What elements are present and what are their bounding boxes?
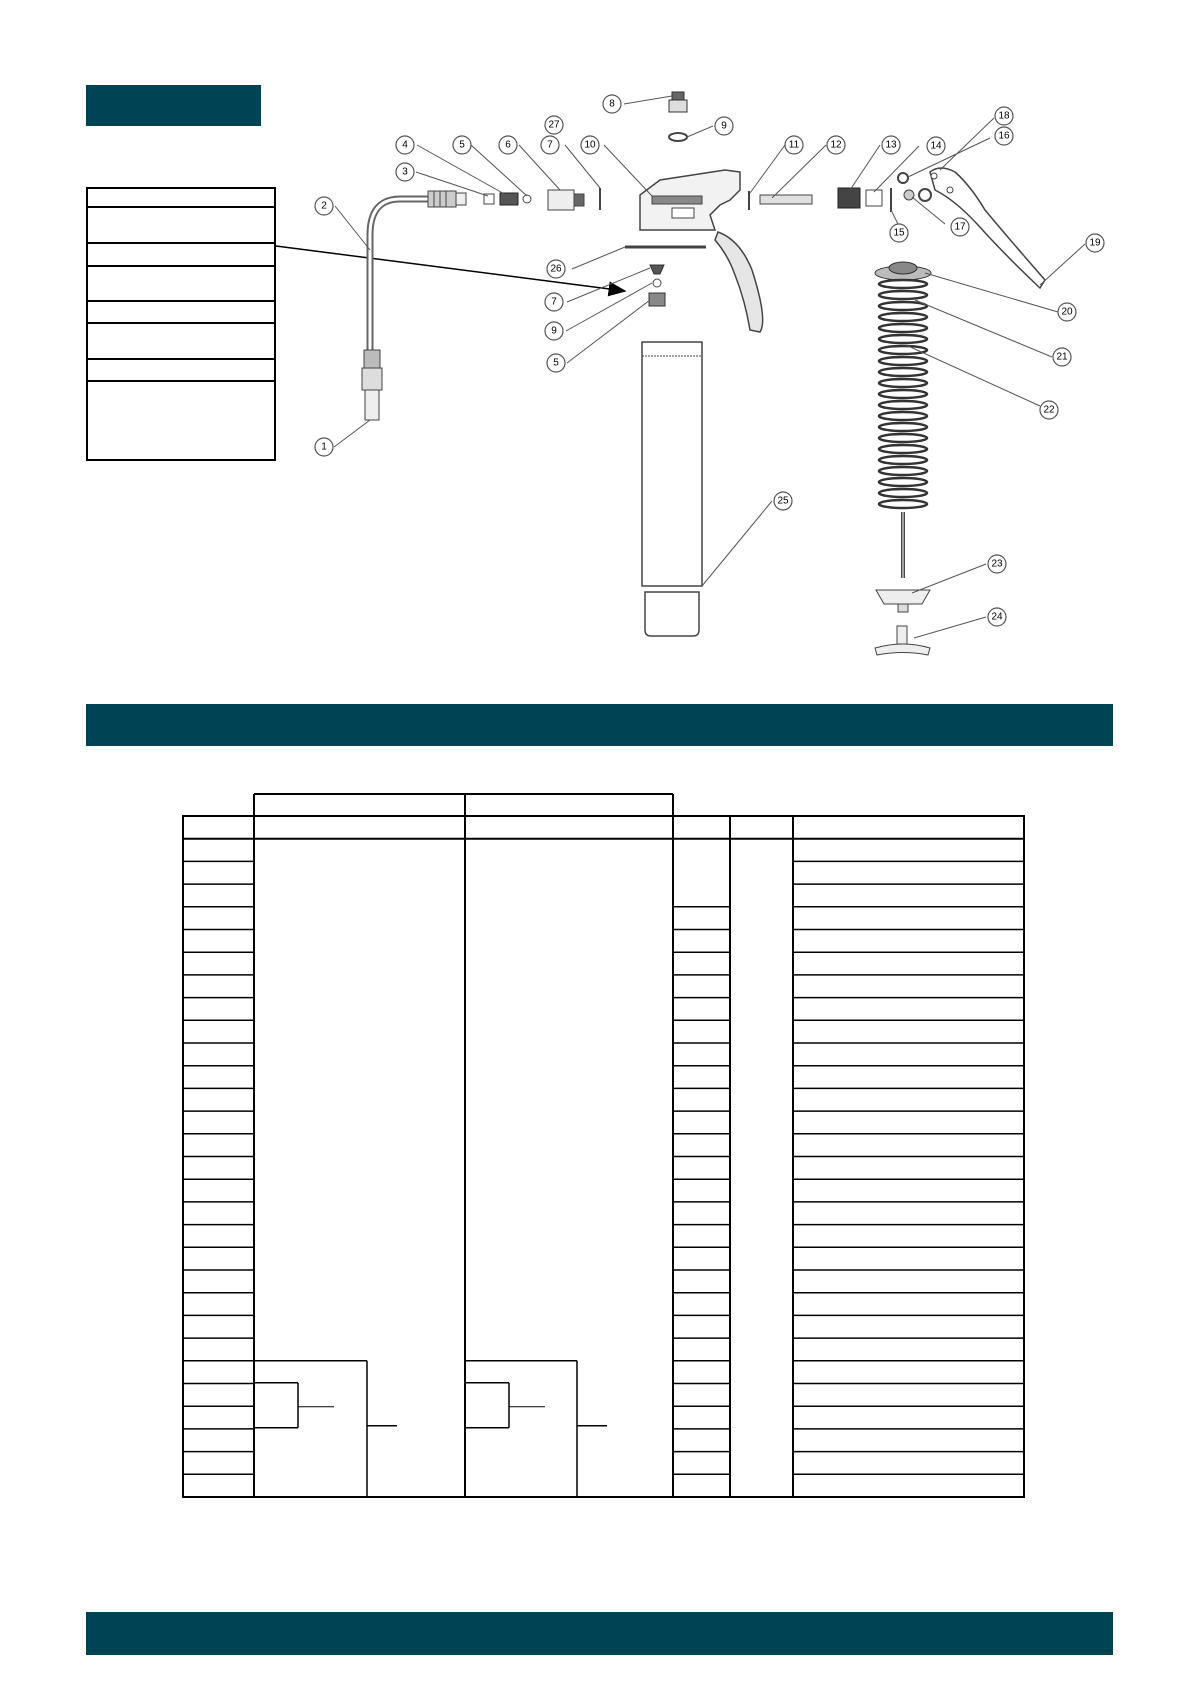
callout-number: 3 (402, 166, 408, 178)
callout-number: 5 (553, 357, 559, 369)
callout-number: 5 (459, 139, 465, 151)
callout-number: 20 (1061, 306, 1073, 318)
callout-number: 14 (930, 140, 942, 152)
callout-number: 15 (893, 227, 905, 239)
callout-number: 22 (1043, 404, 1055, 416)
callout-number: 17 (954, 221, 966, 233)
callout-number: 6 (505, 139, 511, 151)
callout-number: 27 (548, 119, 560, 131)
callout-number: 18 (998, 110, 1010, 122)
callout-number: 7 (551, 296, 557, 308)
callout-number: 1 (321, 441, 327, 453)
callout-number: 10 (584, 139, 596, 151)
callout-number: 7 (547, 139, 553, 151)
callout-number: 24 (991, 611, 1003, 623)
callout-number: 8 (609, 98, 615, 110)
callout-number: 19 (1089, 237, 1101, 249)
callout-number: 12 (830, 139, 842, 151)
callout-number: 21 (1056, 351, 1068, 363)
callout-number: 13 (885, 139, 897, 151)
callout-number: 2 (321, 200, 327, 212)
callout-number: 25 (777, 495, 789, 507)
callout-number: 4 (402, 139, 408, 151)
callout-number: 23 (991, 558, 1003, 570)
callout-number: 26 (550, 263, 562, 275)
callout-number: 9 (721, 120, 727, 132)
callout-number: 9 (551, 325, 557, 337)
callout-number: 11 (788, 139, 800, 151)
callout-number: 16 (998, 130, 1010, 142)
